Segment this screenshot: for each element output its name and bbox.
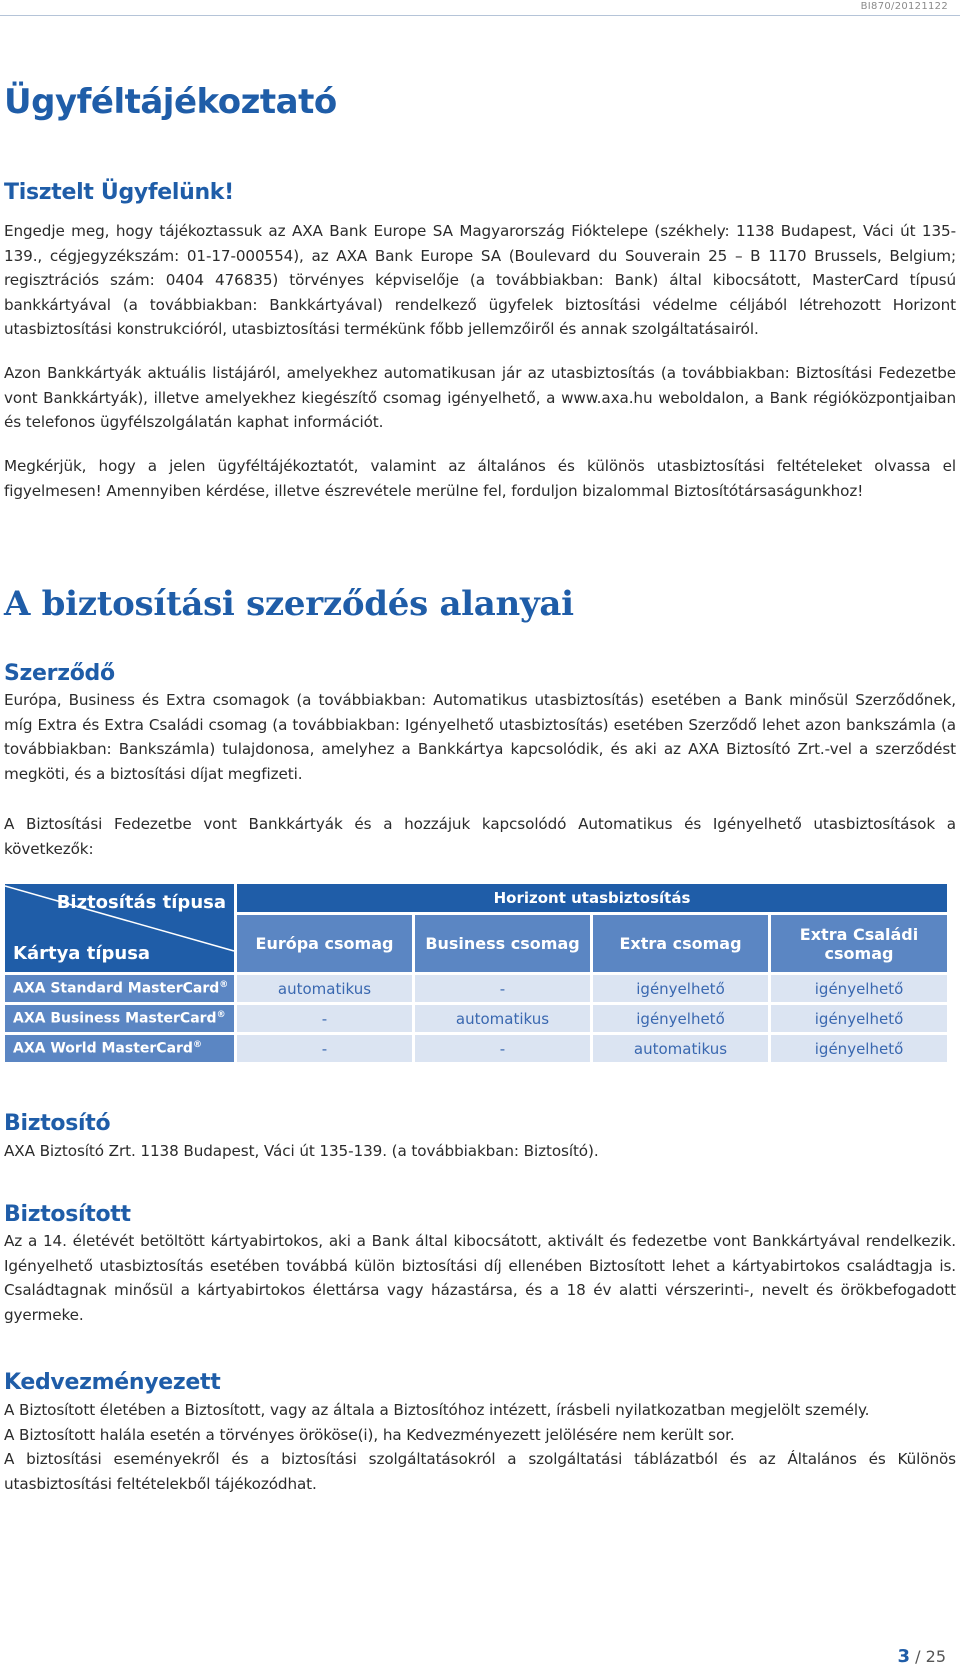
section-title: A biztosítási szerződés alanyai	[4, 584, 574, 624]
szerzodo-table-intro: A Biztosítási Fedezetbe vont Bankkártyák és a hozzájuk kapcsolódó Automatikus és Igényelhető utasbiztosítások a következők:	[4, 815, 956, 858]
corner-insurance-type-label: Biztosítás típusa	[56, 892, 226, 913]
table-group-header: Horizont utasbiztosítás	[237, 884, 950, 915]
table-cell: igényelhető	[593, 975, 771, 1005]
biztosito-text: AXA Biztosító Zrt. 1138 Budapest, Váci út 135-139. (a továbbiakban: Biztosító).	[4, 1142, 599, 1160]
biztositott-text: Az a 14. életévét betöltött kártyabirtokos, aki a Bank által kibocsátott, aktivált és fedezetbe vont Bankkártyával rendelkezik. Igényelhető utasbiztosítás esetében továbbá külön biztosítási díj ellenében Biztosított lehet a kártyabirtokos családtagja is. Családtagnak minősül a kártyabirtokos élettársa vagy házastársa, és a 18 év alatti vérszerinti-, nevelt és örökbefogadott gyermeke.	[4, 1232, 956, 1324]
table-cell: igényelhető	[771, 975, 950, 1005]
greeting: Tisztelt Ügyfelünk!	[4, 180, 234, 205]
biztosito-heading: Biztosító	[4, 1111, 111, 1136]
table-cell: automatikus	[237, 975, 415, 1005]
page-number	[898, 1646, 946, 1667]
table-row	[5, 1035, 950, 1065]
table-cell: igényelhető	[771, 1035, 950, 1065]
page-separator: /	[915, 1647, 921, 1666]
table-cell: -	[415, 1035, 593, 1065]
szerzodo-heading: Szerződő	[4, 661, 115, 686]
intro-paragraph-2: Azon Bankkártyák aktuális listájáról, amelyekhez automatikusan jár az utasbiztosítás (a továbbiakban: Biztosítási Fedezetbe vont Bankkártyák), illetve amelyekhez kiegészítő csomag igényelhető, a www.axa.hu weboldalon, a Bank régióközpontjaiban és telefonos ügyfélszolgálatán kaphat információt.	[4, 364, 956, 432]
card-name: AXA Standard MasterCard	[13, 980, 220, 997]
table-cell: igényelhető	[771, 1005, 950, 1035]
total-pages: 25	[925, 1647, 946, 1666]
intro-paragraph-3: Megkérjük, hogy a jelen ügyféltájékoztatót, valamint az általános és különös utasbiztosítási feltételeket olvassa el figyelmesen! Amennyiben kérdése, illetve észrevétele merülne fel, forduljon bizalommal Biztosítótársaságunkhoz!	[4, 457, 956, 500]
insurance-table	[5, 884, 950, 1065]
kedvezmenyezett-line-1: A Biztosított életében a Biztosított, vagy az általa a Biztosítóhoz intézett, írásbeli nyilatkozatban megjelölt személy.	[4, 1401, 870, 1419]
table-cell: automatikus	[593, 1035, 771, 1065]
current-page: 3	[897, 1646, 911, 1667]
row-card-label	[5, 1005, 237, 1035]
registered-mark: ®	[219, 980, 229, 991]
table-cell: automatikus	[415, 1005, 593, 1035]
intro-paragraph-1: Engedje meg, hogy tájékoztassuk az AXA Bank Europe SA Magyarország Fióktelepe (székhely: 1138 Budapest, Váci út 135-139., cégjegyzékszám: 01-17-000554), az AXA Bank Europe SA (Boulevard du Souverain 25 – B 1170 Brussels, Belgium; regisztrációs szám: 0404 476835) törvényes képviselője (a továbbiakban: Bank) által kibocsátott, MasterCard típusú bankkártyával (a továbbiakban: Bankkártyával) rendelkező ügyfelek biztosítási védelme céljából létrehozott Horizont utasbiztosítási konstrukcióról, utasbiztosítási termékünk főbb jellemzőiről és annak szolgáltatásairól.	[4, 222, 956, 339]
top-divider	[0, 15, 960, 16]
page-title: Ügyféltájékoztató	[4, 82, 337, 122]
registered-mark: ®	[216, 1010, 226, 1021]
table-cell: -	[237, 1035, 415, 1065]
registered-mark: ®	[192, 1040, 202, 1051]
table-cell: -	[415, 975, 593, 1005]
corner-card-type-label: Kártya típusa	[13, 943, 151, 964]
card-name: AXA Business MasterCard	[13, 1010, 217, 1027]
table-cell: -	[237, 1005, 415, 1035]
table-cell: igényelhető	[593, 1005, 771, 1035]
column-header: Business csomag	[415, 915, 593, 975]
row-card-label	[5, 975, 237, 1005]
column-header: Európa csomag	[237, 915, 415, 975]
kedvezmenyezett-line-2: A Biztosított halála esetén a törvényes örököse(i), ha Kedvezményezett jelölésére nem került sor.	[4, 1426, 735, 1444]
column-header: Extra csomag	[593, 915, 771, 975]
card-name: AXA World MasterCard	[13, 1040, 193, 1057]
table-row	[5, 975, 950, 1005]
kedvezmenyezett-line-3: A biztosítási eseményekről és a biztosítási szolgáltatásokról a szolgáltatási táblázatból és az Általános és Különös utasbiztosítási feltételekből tájékozódhat.	[4, 1450, 956, 1493]
table-corner-cell	[5, 884, 237, 975]
document-code: BI870/20121122	[860, 1, 948, 12]
biztositott-heading: Biztosított	[4, 1202, 131, 1227]
column-header: Extra Családi csomag	[771, 915, 950, 975]
table-row	[5, 1005, 950, 1035]
szerzodo-text: Európa, Business és Extra csomagok (a továbbiakban: Automatikus utasbiztosítás) esetében a Bank minősül Szerződőnek, míg Extra és Extra Családi csomag (a továbbiakban: Igényelhető utasbiztosítás) esetében Szerződő lehet azon bankszámla (a továbbiakban: Bankszámla) tulajdonosa, amelyhez a Bankkártya kapcsolódik, és aki az AXA Biztosító Zrt.-vel a szerződést megköti, és a biztosítási díjat megfizeti.	[4, 691, 956, 783]
kedvezmenyezett-heading: Kedvezményezett	[4, 1370, 221, 1395]
row-card-label	[5, 1035, 237, 1065]
